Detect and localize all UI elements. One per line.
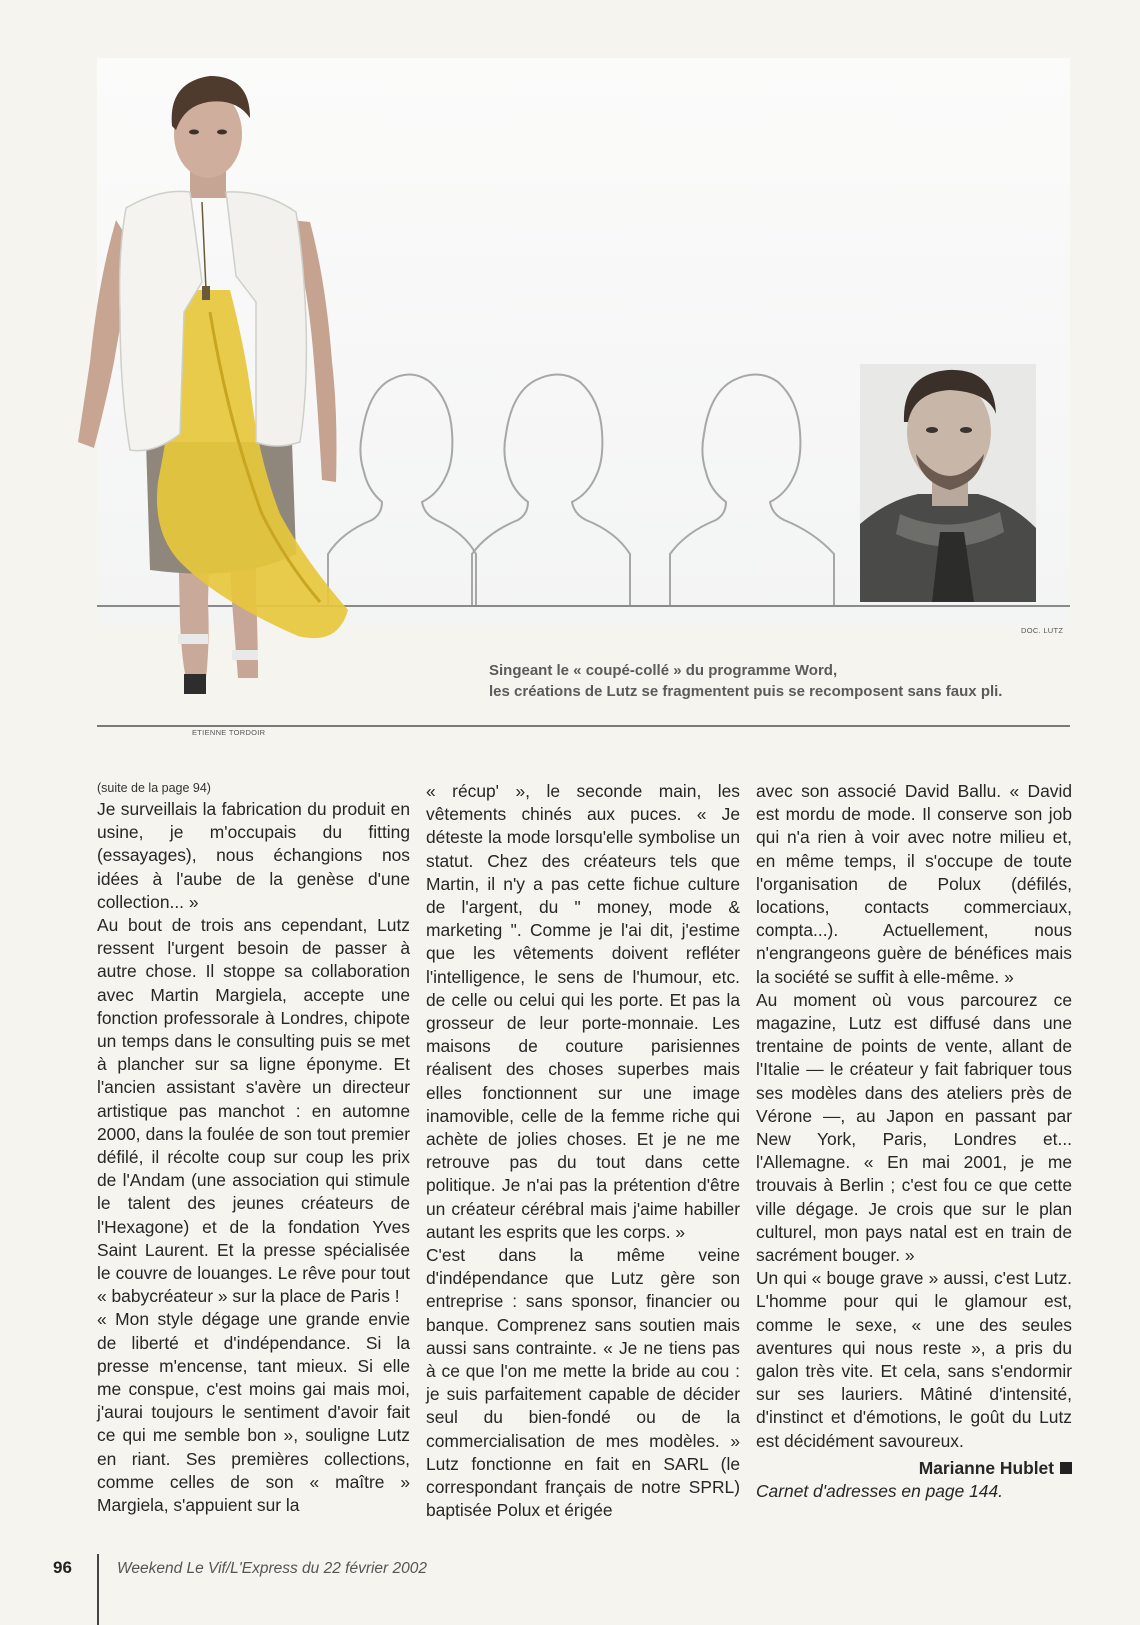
paragraph: Je surveillais la fabrication du produit en usine, je m'occupais du fitting (essayages), nous échangions nos idées à l'aube de la genèse d'une collection... » [97,799,410,912]
paragraph: avec son associé David Ballu. « David est mordu de mode. Il conserve son job qui n'a rien à voir avec notre milieu et, en même temps, il s'occupe de toute l'organisation de Polux (défilés, locations, contacts commerciaux, compta...). Actuellement, nous n'engrangeons guère de bénéfices mais la société se suffit à elle-même. » [756,781,1072,987]
illustration [60,62,1100,722]
article-column-1 [97,780,410,1517]
publication-line: Weekend Le Vif/L'Express du 22 février 2002 [117,1560,427,1577]
author-name: Marianne Hublet [918,1457,1054,1478]
silhouette-1 [328,374,476,605]
author-byline [756,1457,1072,1480]
paragraph: C'est dans la même veine d'indépendance que Lutz gère son entreprise : sans sponsor, financier ou banque. Comprenez sans soutien mais aussi sans contrainte. « Je ne tiens pas à ce que l'on me mette la bride au cou : je suis parfaitement capable de décider seul du bien-fondé ou de la commercialisation de mes modèles. » Lutz fonctionne en fait en SARL (le correspondant français de notre SPRL) baptisée Polux et érigée [426,1245,740,1521]
caption-divider [97,725,1070,727]
photo-credit-portrait: DOC. LUTZ [1021,626,1064,635]
continued-from-note: (suite de la page 94) [97,781,211,795]
photo-caption [489,660,1069,702]
end-mark-icon [1060,1462,1072,1474]
paragraph: Au bout de trois ans cependant, Lutz ressent l'urgent besoin de passer à autre chose. Il stoppe sa collaboration avec Martin Margiela, accepte une fonction professorale à Londres, chipote un temps dans le consulting puis se met à plancher sur sa ligne éponyme. Et l'ancien assistant s'avère un directeur artistique pas manchot : en automne 2000, dans la foulée de son tout premier défilé, il récolte coup sur coup les prix de l'Andam (une association qui stimule le talent des jeunes créateurs de l'Hexagone) et de la fondation Yves Saint Laurent. Et la presse spécialisée le couvre de louanges. Le rêve pour tout « babycréateur » sur la place de Paris ! [97,915,410,1307]
photo-credit-runway: ETIENNE TORDOIR [192,728,266,737]
silhouette-outlines [328,374,834,605]
page-number: 96 [53,1558,72,1577]
address-note: Carnet d'adresses en page 144. [756,1481,1003,1502]
caption-line-1: Singeant le « coupé-collé » du programme Word, [489,662,838,679]
paragraph: « récup' », le seconde main, les vêtements chinés aux puces. « Je déteste la mode lorsqu'elle symbolise un statut. Chez des créateurs tels que Martin, il n'y a pas cette fichue culture de l'argent, du " money, mode & marketing ". Comme je l'ai dit, j'estime que les vêtements doivent refléter l'intelligence, le sens de l'humour, etc. de celle ou celui qui les porte. Et pas la grosseur de leur porte-monnaie. Les maisons de couture parisiennes réalisent des choses superbes mais elles fonctionnent sur une image inamovible, celle de la femme riche qui achète de jolies choses. Et je ne me retrouve pas du tout dans cette politique. Je n'ai pas la prétention d'être un créateur cérébral mais j'aime habiller autant les esprits que les corps. » [426,781,740,1242]
paragraph: Au moment où vous parcourez ce magazine, Lutz est diffusé dans une trentaine de points de vente, allant de l'Italie — le créateur y fait fabriquer tous ses modèles dans des ateliers près de Vérone —, au Japon en passant par New York, Paris, Londres et... l'Allemagne. « En mai 2001, je me trouvais à Berlin ; c'est fou ce que cette ville dégage. Je crois que sur le plan culturel, mon pays natal est en train de sacrément bouger. » [756,989,1072,1266]
article-column-2 [426,780,740,1523]
designer-portrait-photo [860,364,1036,602]
paragraph: Un qui « bouge grave » aussi, c'est Lutz. L'homme pour qui le glamour est, comme le sexe, « une des seules aventures qui nous reste », a pris du galon très vite. Et cela, sans s'endormir sur ses lauriers. Mâtiné d'intensité, d'instinct et d'émotions, le goût du Lutz est décidément savoureux. [756,1268,1072,1451]
paragraph: « Mon style dégage une grande envie de liberté et d'indépendance. Si la presse m'encense, tant mieux. Si elle me conspue, c'est moins gai mais moi, j'aurai toujours le sentiment d'avoir fait ce qui me semble bon », souligne Lutz en riant. Ses premières collections, comme celles de son « maître » Margiela, s'appuient sur la [97,1309,410,1516]
caption-line-2: les créations de Lutz se fragmentent puis se recomposent sans faux pli. [489,683,1003,700]
silhouette-2 [472,374,630,605]
silhouette-3 [670,374,834,605]
footer-divider [97,1554,99,1625]
runway-model-photo [78,76,348,694]
article-column-3 [756,780,1072,1503]
